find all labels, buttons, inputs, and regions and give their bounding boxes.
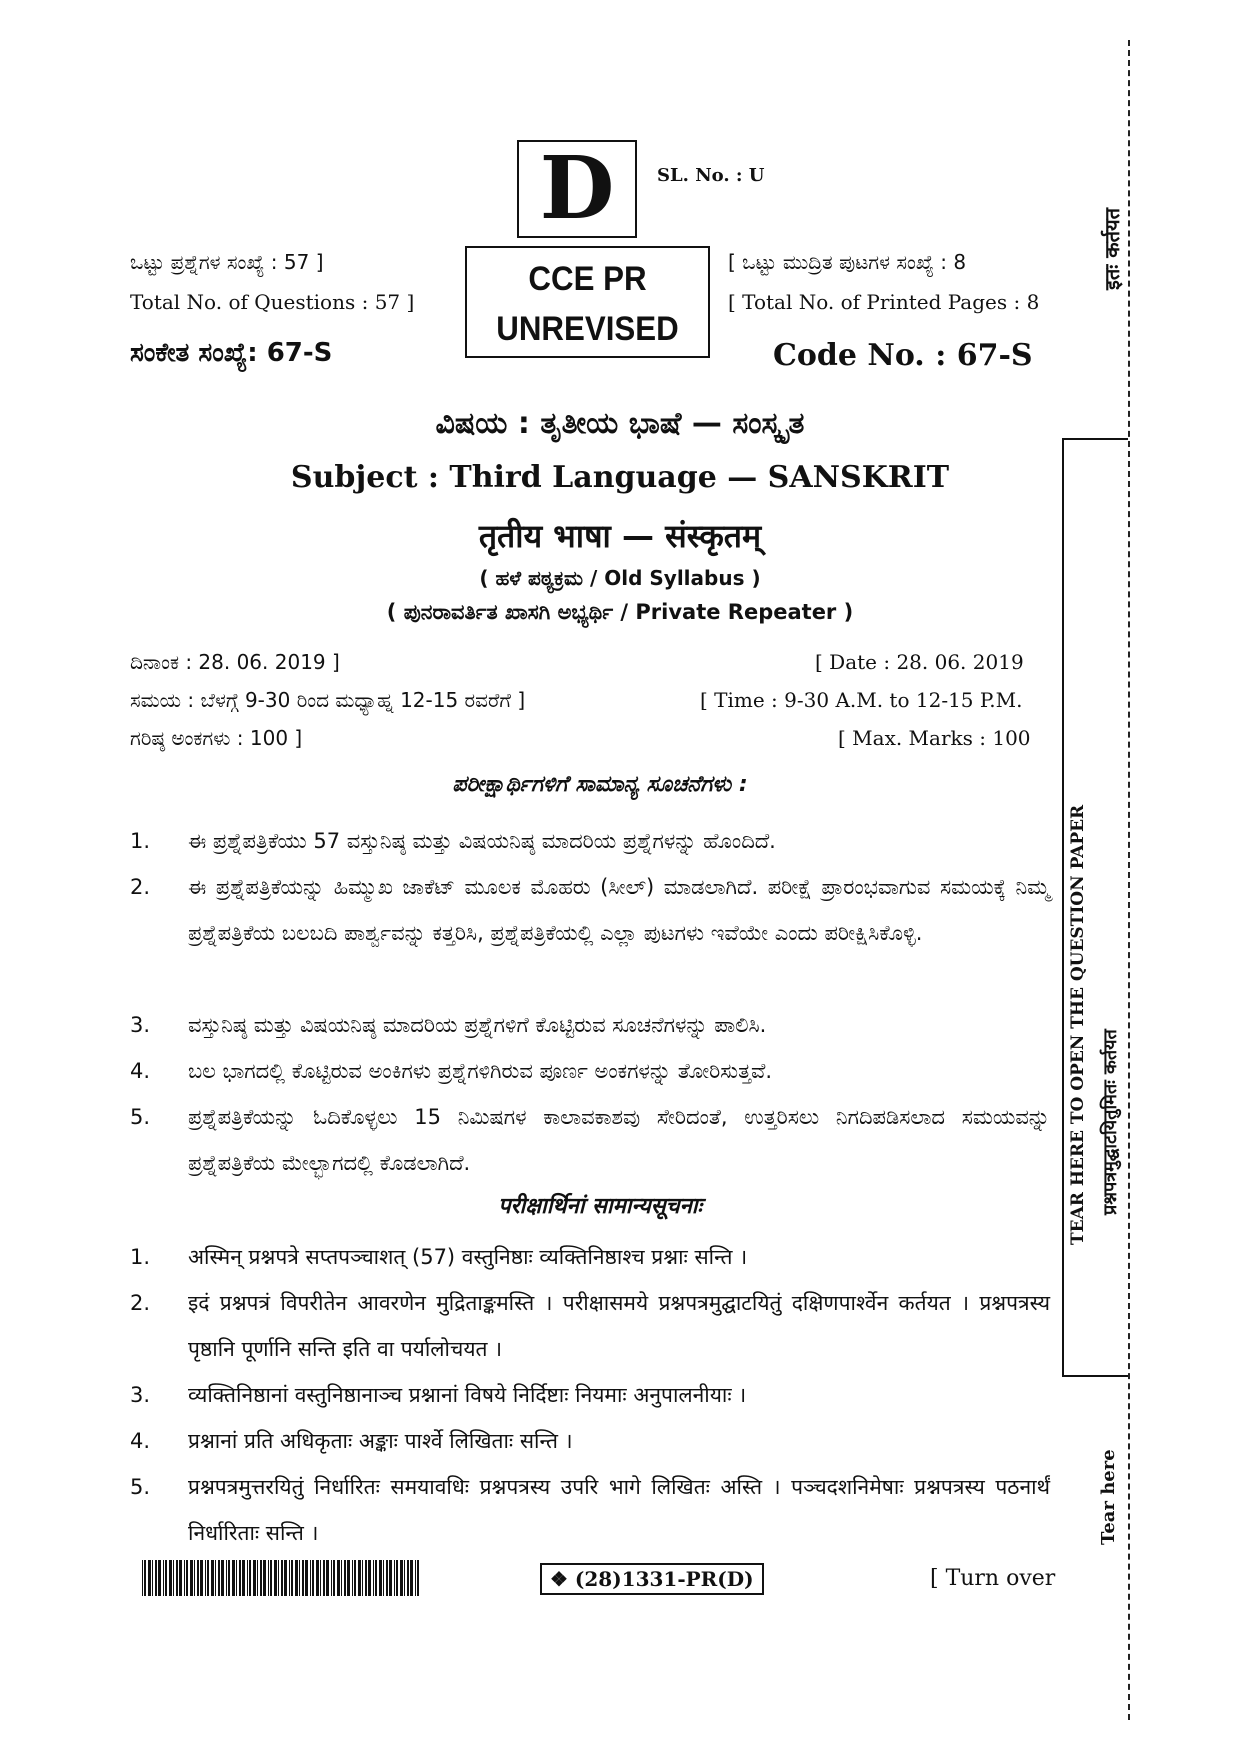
- cce-line1: CCE PR: [528, 260, 647, 298]
- barcode-bar: [270, 1560, 272, 1596]
- turn-over: [ Turn over: [930, 1566, 1056, 1591]
- barcode-bar: [396, 1560, 398, 1596]
- barcode-bar: [205, 1560, 206, 1596]
- item-number: 5.: [130, 1475, 151, 1499]
- item-text: प्रश्नपत्रमुत्तरयितुं निर्धारितः समयावधिः प्रश्नपत्रस्य उपरि भागे लिखितः अस्ति । पञ्चदशनिमेषाः प्रश्नपत्रस्य पठनार्थं निर्धारिताः सन्ति ।: [188, 1475, 1050, 1545]
- tear-here-label: Tear here: [1098, 1449, 1119, 1545]
- code-number-en: Code No. : 67-S: [773, 338, 1033, 373]
- barcode-bar: [249, 1560, 251, 1596]
- barcode-bar: [179, 1560, 182, 1596]
- barcode-bar: [410, 1560, 413, 1596]
- barcode-bar: [221, 1560, 224, 1596]
- barcode-bar: [144, 1560, 146, 1596]
- barcode-bar: [312, 1560, 314, 1596]
- instruction-kn-2: [130, 864, 1050, 956]
- cce-line2: UNREVISED: [496, 310, 679, 348]
- barcode-bar: [404, 1560, 405, 1596]
- barcode-bar: [200, 1560, 203, 1596]
- barcode-bar: [253, 1560, 256, 1596]
- barcode-bar: [316, 1560, 319, 1596]
- barcode-bar: [331, 1560, 332, 1596]
- barcode-bar: [341, 1560, 342, 1596]
- printed-pages-kn: [ ಒಟ್ಟು ಮುದ್ರಿತ ಪುಟಗಳ ಸಂಖ್ಯೆ : 8: [728, 250, 967, 274]
- instruction-sa-4: [130, 1418, 1050, 1464]
- barcode-bar: [375, 1560, 377, 1596]
- barcode-bar: [197, 1560, 199, 1596]
- barcode-bar: [278, 1560, 279, 1596]
- barcode-bar: [163, 1560, 164, 1596]
- barcode-bar: [158, 1560, 161, 1596]
- time-kn: ಸಮಯ : ಬೆಳಗ್ಗೆ 9-30 ರಿಂದ ಮಧ್ಯಾಹ್ನ 12-15 ರವರೆಗೆ ]: [130, 688, 526, 712]
- item-number: 1.: [130, 1245, 151, 1269]
- barcode-bar: [379, 1560, 382, 1596]
- barcode-bar: [268, 1560, 269, 1596]
- barcode-bar: [169, 1560, 172, 1596]
- syllabus-label: ( ಹಳೆ ಪಠ್ಯಕ್ರಮ / Old Syllabus ): [479, 566, 761, 590]
- barcode-bar: [417, 1560, 419, 1596]
- time-en: [ Time : 9-30 A.M. to 12-15 P.M.: [700, 688, 1023, 712]
- barcode-bar: [365, 1560, 367, 1596]
- item-number: 3.: [130, 1383, 151, 1407]
- barcode-bar: [337, 1560, 340, 1596]
- barcode-bar: [323, 1560, 325, 1596]
- barcode-bar: [242, 1560, 245, 1596]
- instruction-sa-3: [130, 1372, 1050, 1418]
- barcode-bar: [362, 1560, 363, 1596]
- barcode-bar: [284, 1560, 287, 1596]
- barcode-bar: [352, 1560, 353, 1596]
- barcode-bar: [358, 1560, 361, 1596]
- item-text: ಬಲ ಭಾಗದಲ್ಲಿ ಕೊಟ್ಟಿರುವ ಅಂಕಿಗಳು ಪ್ರಶ್ನೆಗಳಿಗಿರುವ ಪೂರ್ಣ ಅಂಕಗಳನ್ನು ತೋರಿಸುತ್ತವೆ.: [188, 1059, 773, 1083]
- barcode-bar: [260, 1560, 262, 1596]
- barcode-bar: [186, 1560, 188, 1596]
- max-marks-en: [ Max. Marks : 100: [838, 726, 1031, 750]
- item-text: प्रश्नानां प्रति अधिकृताः अङ्काः पार्श्वे लिखिताः सन्ति ।: [188, 1429, 573, 1453]
- barcode-graphic: [142, 1560, 422, 1596]
- subject-kannada: ವಿಷಯ : ತೃತೀಯ ಭಾಷೆ — ಸಂಸ್ಕೃತ: [435, 406, 805, 441]
- barcode-bar: [373, 1560, 374, 1596]
- barcode-bar: [247, 1560, 248, 1596]
- item-number: 4.: [130, 1059, 151, 1083]
- barcode-bar: [407, 1560, 409, 1596]
- barcode-bar: [310, 1560, 311, 1596]
- tear-line[interactable]: [1128, 40, 1130, 1720]
- tear-here-open-label: TEAR HERE TO OPEN THE QUESTION PAPER: [1068, 804, 1088, 1245]
- item-number: 4.: [130, 1429, 151, 1453]
- barcode-bar: [165, 1560, 167, 1596]
- instruction-kn-5: [130, 1094, 1050, 1186]
- barcode-bar: [226, 1560, 227, 1596]
- total-questions-en: Total No. of Questions : 57 ]: [130, 290, 415, 314]
- barcode-bar: [239, 1560, 241, 1596]
- item-text: ಈ ಪ್ರಶ್ನೆಪತ್ರಿಕೆಯನ್ನು ಹಿಮ್ಮುಖ ಜಾಕೆಟ್ ಮೂಲಕ ಮೊಹರು (ಸೀಲ್) ಮಾಡಲಾಗಿದೆ. ಪರೀಕ್ಷೆ ಪ್ರಾರಂಭವಾಗುವ ಸಮಯಕ್ಕೆ ನಿಮ್ಮ ಪ್ರಶ್ನೆಪತ್ರಿಕೆಯ ಬಲಬದಿ ಪಾರ್ಶ್ವವನ್ನು ಕತ್ತರಿಸಿ, ಪ್ರಶ್ನೆಪತ್ರಿಕೆಯಲ್ಲಿ ಎಲ್ಲಾ ಪುಟಗಳು ಇವೆಯೇ ಎಂದು ಪರೀಕ್ಷಿಸಿಕೊಳ್ಳಿ.: [188, 875, 1050, 945]
- item-text: अस्मिन् प्रश्नपत्रे सप्तपञ्चाशत् (57) वस्तुनिष्ठाः व्यक्तिनिष्ठाश्च प्रश्नाः सन्ति ।: [188, 1245, 748, 1269]
- date-en: [ Date : 28. 06. 2019: [815, 650, 1024, 674]
- paper-code: ❖ (28)1331-PR(D): [540, 1563, 764, 1595]
- serial-number: SL. No. : U: [657, 165, 765, 186]
- item-text: इदं प्रश्नपत्रं विपरीतेन आवरणेन मुद्रिताङ्कमस्ति । परीक्षासमये प्रश्नपत्रमुद्घाटयितुं दक्षिणपार्श्वेन कर्तयत । प्रश्नपत्रस्य पृष्ठानि पूर्णानि सन्ति इति वा पर्यालोचयत ।: [188, 1291, 1050, 1361]
- barcode-bar: [218, 1560, 220, 1596]
- instruction-sa-5: [130, 1464, 1050, 1556]
- barcode-bar: [173, 1560, 174, 1596]
- cut-here-label: इतः कर्तयत: [1100, 208, 1124, 290]
- instruction-sa-1: [130, 1234, 1050, 1280]
- barcode-bar: [289, 1560, 290, 1596]
- subject-sanskrit: तृतीय भाषा — संस्कृतम्: [478, 517, 762, 555]
- max-marks-kn: ಗರಿಷ್ಠ ಅಂಕಗಳು : 100 ]: [130, 726, 303, 750]
- barcode-bar: [142, 1560, 143, 1596]
- barcode-bar: [232, 1560, 235, 1596]
- barcode-bar: [263, 1560, 266, 1596]
- barcode-bar: [386, 1560, 388, 1596]
- item-number: 2.: [130, 1291, 151, 1315]
- barcode-bar: [302, 1560, 304, 1596]
- barcode-bar: [274, 1560, 277, 1596]
- instruction-kn-1: [130, 818, 1050, 864]
- barcode-bar: [295, 1560, 298, 1596]
- instruction-sa-2: [130, 1280, 1050, 1372]
- barcode-bar: [347, 1560, 350, 1596]
- barcode-bar: [228, 1560, 230, 1596]
- barcode-bar: [394, 1560, 395, 1596]
- barcode-bar: [236, 1560, 237, 1596]
- barcode-bar: [152, 1560, 153, 1596]
- barcode-bar: [291, 1560, 293, 1596]
- barcode-bar: [190, 1560, 193, 1596]
- barcode-bar: [415, 1560, 416, 1596]
- cce-pr-box: [465, 246, 710, 358]
- barcode-bar: [344, 1560, 346, 1596]
- date-kn: ದಿನಾಂಕ : 28. 06. 2019 ]: [130, 650, 340, 674]
- subject-english: Subject : Third Language — SANSKRIT: [290, 460, 950, 495]
- item-number: 2.: [130, 875, 151, 899]
- item-text: ಪ್ರಶ್ನೆಪತ್ರಿಕೆಯನ್ನು ಓದಿಕೊಳ್ಳಲು 15 ನಿಮಿಷಗಳ ಕಾಲಾವಕಾಶವು ಸೇರಿದಂತೆ, ಉತ್ತರಿಸಲು ನಿಗದಿಪಡಿಸಲಾದ ಸಮಯವನ್ನು ಪ್ರಶ್ನೆಪತ್ರಿಕೆಯ ಮೇಲ್ಭಾಗದಲ್ಲಿ ಕೊಡಲಾಗಿದೆ.: [188, 1105, 1050, 1175]
- set-code-box: D: [517, 140, 637, 238]
- item-number: 3.: [130, 1013, 151, 1037]
- barcode-bar: [400, 1560, 403, 1596]
- code-number-kn: ಸಂಕೇತ ಸಂಖ್ಯೆ: 67-S: [130, 338, 333, 368]
- barcode-bar: [354, 1560, 356, 1596]
- candidate-type-label: ( ಪುನರಾವರ್ತಿತ ಖಾಸಗಿ ಅಭ್ಯರ್ಥಿ / Private Repeater ): [386, 600, 854, 624]
- barcode: [142, 1560, 422, 1596]
- barcode-bar: [184, 1560, 185, 1596]
- barcode-bar: [194, 1560, 195, 1596]
- barcode-bar: [320, 1560, 321, 1596]
- barcode-bar: [176, 1560, 178, 1596]
- instruction-kn-4: [130, 1048, 1050, 1094]
- instructions-sa-heading: परीक्षार्थिनां सामान्यसूचनाः: [498, 1194, 702, 1219]
- printed-pages-en: [ Total No. of Printed Pages : 8: [728, 290, 1040, 314]
- barcode-bar: [207, 1560, 209, 1596]
- item-text: व्यक्तिनिष्ठानां वस्तुनिष्ठानाञ्च प्रश्नानां विषये निर्दिष्टाः नियमाः अनुपालनीयाः ।: [188, 1383, 747, 1407]
- instruction-kn-3: [130, 1002, 1050, 1048]
- barcode-bar: [257, 1560, 258, 1596]
- barcode-bar: [383, 1560, 384, 1596]
- item-number: 1.: [130, 829, 151, 853]
- instructions-kn-heading: ಪರೀಕ್ಷಾರ್ಥಿಗಳಿಗೆ ಸಾಮಾನ್ಯ ಸೂಚನೆಗಳು :: [452, 772, 748, 797]
- tear-here-sanskrit-label: प्रश्नपत्रमुद्घाटयितुमितः कर्तयत: [1100, 1029, 1121, 1215]
- item-number: 5.: [130, 1105, 151, 1129]
- barcode-bar: [299, 1560, 300, 1596]
- barcode-bar: [148, 1560, 151, 1596]
- barcode-bar: [211, 1560, 214, 1596]
- barcode-bar: [368, 1560, 371, 1596]
- item-text: ಈ ಪ್ರಶ್ನೆಪತ್ರಿಕೆಯು 57 ವಸ್ತುನಿಷ್ಠ ಮತ್ತು ವಿಷಯನಿಷ್ಠ ಮಾದರಿಯ ಪ್ರಶ್ನೆಗಳನ್ನು ಹೊಂದಿದೆ.: [188, 829, 776, 853]
- barcode-bar: [389, 1560, 392, 1596]
- barcode-bar: [215, 1560, 216, 1596]
- total-questions-kn: ಒಟ್ಟು ಪ್ರಶ್ನೆಗಳ ಸಂಖ್ಯೆ : 57 ]: [130, 250, 324, 274]
- barcode-bar: [281, 1560, 283, 1596]
- barcode-bar: [305, 1560, 308, 1596]
- item-text: ವಸ್ತುನಿಷ್ಠ ಮತ್ತು ವಿಷಯನಿಷ್ಠ ಮಾದರಿಯ ಪ್ರಶ್ನೆಗಳಿಗೆ ಕೊಟ್ಟಿರುವ ಸೂಚನೆಗಳನ್ನು ಪಾಲಿಸಿ.: [188, 1013, 767, 1037]
- barcode-bar: [155, 1560, 157, 1596]
- barcode-bar: [326, 1560, 329, 1596]
- barcode-bar: [333, 1560, 335, 1596]
